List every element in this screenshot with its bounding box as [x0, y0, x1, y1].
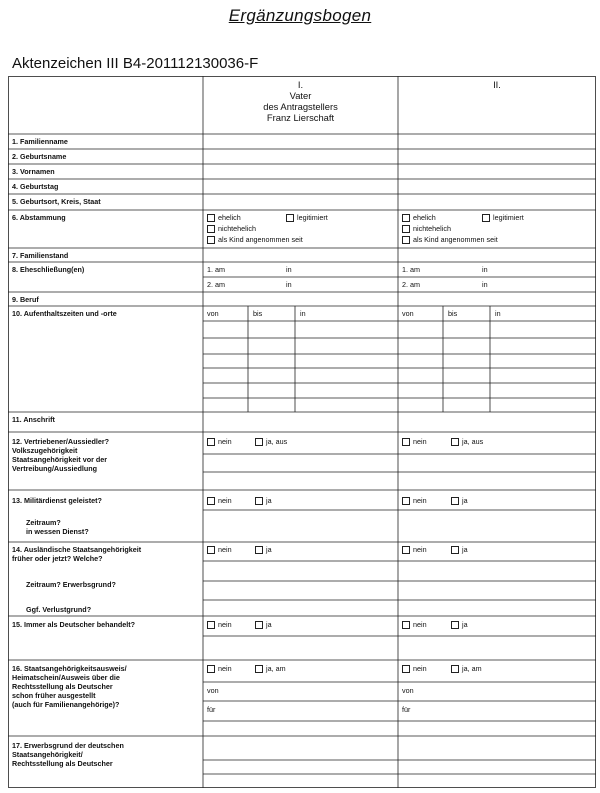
row-label-ausweis: 16. Staatsangehörigkeitsausweis/ Heimatschein/Ausweis über die Rechtsstellung als Deutscher schon früher ausgestellt (auch für Familienangehörige)? [12, 664, 127, 709]
checkbox-box[interactable] [207, 497, 215, 505]
checkbox-box[interactable] [451, 665, 459, 673]
residence-from-header-1: von [207, 309, 219, 318]
ausweis-issuer-label-1: von [207, 686, 219, 695]
checkbox-box[interactable] [402, 546, 410, 554]
row-label-erwerbsgrund: 17. Erwerbsgrund der deutschen Staatsangehörigkeit/ Rechtsstellung als Deutscher [12, 741, 124, 768]
checkbox-box[interactable] [402, 497, 410, 505]
checkbox-militaer-ja-2[interactable] [451, 496, 468, 505]
checkbox-deutscher-ja-2[interactable] [451, 620, 468, 629]
row-label-familienstand: 7. Familienstand [12, 251, 69, 260]
checkbox-label: ehelich [413, 213, 436, 222]
checkbox-ausweis-ja-2[interactable] [451, 664, 482, 673]
row-label-geburtstag: 4. Geburtstag [12, 182, 59, 191]
checkbox-label: ja, am [462, 664, 482, 673]
checkbox-label: nein [413, 664, 427, 673]
checkbox-vertriebener-ja-2[interactable] [451, 437, 483, 446]
row-label-eheschliessung: 8. Eheschließung(en) [12, 265, 85, 274]
marriage-2-date-label-2: 2. am [402, 280, 420, 289]
row-label-auslaendisch: 14. Ausländische Staatsangehörigkeit früher oder jetzt? Welche? [12, 545, 142, 563]
checkbox-box[interactable] [402, 665, 410, 673]
row-label-geburtsort: 5. Geburtsort, Kreis, Staat [12, 197, 101, 206]
marriage-2-place-label-2: in [482, 280, 488, 289]
checkbox-label: ja [266, 545, 272, 554]
checkbox-militaer-nein-2[interactable] [402, 496, 427, 505]
marriage-1-date-label-2: 1. am [402, 265, 420, 274]
ausweis-issuer-label-2: von [402, 686, 414, 695]
checkbox-box[interactable] [402, 621, 410, 629]
row-label-militaer-zeitraum: Zeitraum? in wessen Dienst? [26, 518, 89, 536]
checkbox-label: nein [218, 545, 232, 554]
column-1-relation: des Antragstellers [263, 101, 338, 112]
row-label-beruf: 9. Beruf [12, 295, 39, 304]
checkbox-box[interactable] [402, 236, 410, 244]
checkbox-ehelich-2[interactable] [402, 213, 436, 222]
checkbox-box[interactable] [207, 214, 215, 222]
checkbox-box[interactable] [451, 438, 459, 446]
checkbox-kind-2[interactable] [402, 235, 498, 244]
checkbox-vertriebener-nein-2[interactable] [402, 437, 427, 446]
checkbox-ausweis-ja-1[interactable] [255, 664, 286, 673]
row-label-auslaendisch-zeitraum: Zeitraum? Erwerbsgrund? [26, 580, 116, 589]
row-label-militaer: 13. Militärdienst geleistet? [12, 496, 102, 505]
column-2-roman: II. [493, 79, 501, 90]
checkbox-auslaendisch-nein-2[interactable] [402, 545, 427, 554]
column-1-roman: I. [297, 79, 304, 90]
checkbox-ausweis-nein-1[interactable] [207, 664, 232, 673]
checkbox-label: ja [462, 620, 468, 629]
checkbox-label: ja [266, 496, 272, 505]
checkbox-label: nichtehelich [218, 224, 256, 233]
checkbox-label: nichtehelich [413, 224, 451, 233]
row-label-deutscher: 15. Immer als Deutscher behandelt? [12, 620, 136, 629]
form-title: Ergänzungsbogen [228, 6, 372, 25]
checkbox-box[interactable] [255, 497, 263, 505]
row-label-familienname: 1. Familienname [12, 137, 68, 146]
checkbox-label: ja, aus [266, 437, 288, 446]
checkbox-label: ja [462, 545, 468, 554]
marriage-1-place-label-2: in [482, 265, 488, 274]
checkbox-label: nein [218, 496, 232, 505]
checkbox-label: als Kind angenommen seit [413, 235, 498, 244]
checkbox-label: nein [218, 437, 232, 446]
residence-from-header-2: von [402, 309, 414, 318]
checkbox-box[interactable] [255, 621, 263, 629]
column-1-name: Franz Lierschaft [266, 112, 335, 123]
checkbox-box[interactable] [451, 621, 459, 629]
checkbox-box[interactable] [207, 225, 215, 233]
residence-to-header-2: bis [448, 309, 458, 318]
ausweis-for-label-2: für [402, 705, 411, 714]
column-1-person: Vater [289, 90, 312, 101]
checkbox-box[interactable] [255, 546, 263, 554]
checkbox-box[interactable] [402, 225, 410, 233]
checkbox-label: ja [462, 496, 468, 505]
checkbox-label: legitimiert [297, 213, 328, 222]
row-label-abstammung: 6. Abstammung [12, 213, 66, 222]
residence-place-header-2: in [495, 309, 501, 318]
checkbox-label: nein [218, 664, 232, 673]
checkbox-label: legitimiert [493, 213, 524, 222]
checkbox-label: nein [413, 620, 427, 629]
checkbox-box[interactable] [207, 621, 215, 629]
checkbox-label: ehelich [218, 213, 241, 222]
marriage-1-date-label-1: 1. am [207, 265, 225, 274]
checkbox-label: ja, aus [462, 437, 484, 446]
checkbox-nichtehelich-2[interactable] [402, 224, 451, 233]
checkbox-auslaendisch-ja-2[interactable] [451, 545, 468, 554]
row-label-verlustgrund: Ggf. Verlustgrund? [26, 605, 92, 614]
row-label-geburtsname: 2. Geburtsname [12, 152, 67, 161]
row-label-vornamen: 3. Vornamen [12, 167, 55, 176]
case-number: Aktenzeichen III B4-201112130036-F [12, 55, 259, 72]
checkbox-deutscher-ja-1[interactable] [255, 620, 272, 629]
checkbox-box[interactable] [207, 438, 215, 446]
checkbox-label: nein [413, 437, 427, 446]
checkbox-ausweis-nein-2[interactable] [402, 664, 427, 673]
checkbox-box[interactable] [255, 665, 263, 673]
marriage-2-date-label-1: 2. am [207, 280, 225, 289]
column-header-1 [203, 79, 398, 123]
checkbox-label: ja, am [266, 664, 286, 673]
checkbox-vertriebener-ja-1[interactable] [255, 437, 287, 446]
checkbox-deutscher-nein-2[interactable] [402, 620, 427, 629]
checkbox-auslaendisch-nein-1[interactable] [207, 545, 232, 554]
marriage-2-place-label-1: in [286, 280, 292, 289]
checkbox-box[interactable] [207, 665, 215, 673]
residence-to-header-1: bis [253, 309, 263, 318]
checkbox-militaer-ja-1[interactable] [255, 496, 272, 505]
checkbox-ehelich-1[interactable] [207, 213, 241, 222]
checkbox-label: nein [413, 496, 427, 505]
checkbox-legitimiert-2[interactable] [482, 213, 524, 222]
checkbox-box[interactable] [207, 546, 215, 554]
checkbox-nichtehelich-1[interactable] [207, 224, 256, 233]
row-label-vertriebener: 12. Vertriebener/Aussiedler? Volkszugehörigkeit Staatsangehörigkeit vor der Vertreibung/Aussiedlung [12, 437, 110, 473]
checkbox-box[interactable] [482, 214, 490, 222]
checkbox-label: als Kind angenommen seit [218, 235, 303, 244]
checkbox-vertriebener-nein-1[interactable] [207, 437, 232, 446]
checkbox-label: ja [266, 620, 272, 629]
checkbox-box[interactable] [451, 497, 459, 505]
ausweis-for-label-1: für [207, 705, 216, 714]
checkbox-deutscher-nein-1[interactable] [207, 620, 232, 629]
checkbox-militaer-nein-1[interactable] [207, 496, 232, 505]
checkbox-box[interactable] [451, 546, 459, 554]
checkbox-box[interactable] [207, 236, 215, 244]
checkbox-box[interactable] [286, 214, 294, 222]
residence-place-header-1: in [300, 309, 306, 318]
checkbox-box[interactable] [402, 214, 410, 222]
checkbox-box[interactable] [402, 438, 410, 446]
checkbox-label: nein [413, 545, 427, 554]
checkbox-box[interactable] [255, 438, 263, 446]
marriage-1-place-label-1: in [286, 265, 292, 274]
checkbox-auslaendisch-ja-1[interactable] [255, 545, 272, 554]
checkbox-label: nein [218, 620, 232, 629]
row-label-anschrift: 11. Anschrift [12, 415, 55, 424]
checkbox-legitimiert-1[interactable] [286, 213, 328, 222]
row-label-aufenthalt: 10. Aufenthaltszeiten und -orte [12, 309, 117, 318]
checkbox-kind-1[interactable] [207, 235, 303, 244]
column-header-2 [398, 79, 596, 90]
supplement-form [8, 76, 596, 788]
